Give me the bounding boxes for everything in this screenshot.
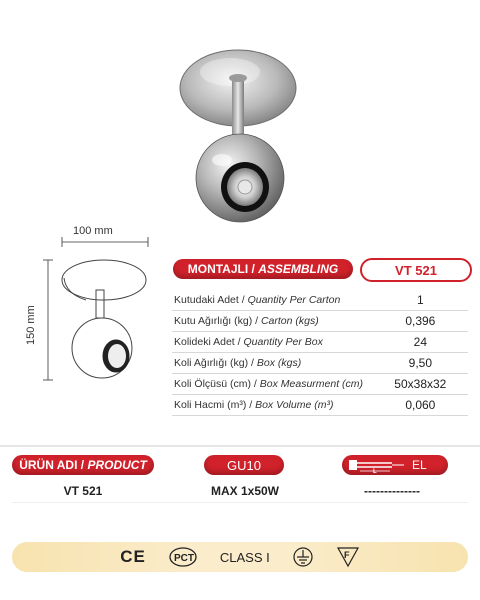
spec-value: 9,50 <box>408 356 432 370</box>
spec-row <box>172 353 468 374</box>
product-photo <box>150 20 330 235</box>
divider <box>0 445 480 447</box>
spec-label: Kutu Ağırlığı (kg) / Carton (kgs) <box>174 315 319 327</box>
lamp-type-header <box>204 455 284 475</box>
spec-row <box>172 311 468 332</box>
dimension-width: 100 mm <box>73 225 113 237</box>
spec-label: Koli Ağırlığı (kg) / Box (kgs) <box>174 357 302 369</box>
pct-mark-icon <box>168 546 198 568</box>
model-code: VT 521 <box>395 262 437 278</box>
spec-label: Koli Ölçüsü (cm) / Box Measurment (cm) <box>174 378 364 390</box>
assembling-label-sep: / <box>248 262 259 276</box>
cable-label: EL <box>412 458 427 472</box>
spec-value: 50x38x32 <box>394 377 447 391</box>
product-label-tr: ÜRÜN ADI <box>19 458 78 472</box>
product-label-en: PRODUCT <box>87 458 147 472</box>
f-mark-letter: F <box>343 550 350 560</box>
product-label-sep: / <box>77 458 88 472</box>
cable-length-icon <box>348 457 406 473</box>
earth-ground-icon <box>292 546 314 568</box>
product-header <box>12 455 154 475</box>
lamp-power-value: MAX 1x50W <box>210 484 280 498</box>
spec-table <box>172 290 468 416</box>
assembling-label-en: ASSEMBLING <box>258 262 339 276</box>
spec-row <box>172 290 468 311</box>
f-mark-icon <box>336 546 360 568</box>
spec-label: Kolideki Adet / Quantity Per Box <box>174 336 323 348</box>
spec-label: Kutudaki Adet / Quantity Per Carton <box>174 294 341 306</box>
assembling-label-tr: MONTAJLI <box>187 262 249 276</box>
svg-text:PCT: PCT <box>173 553 194 564</box>
spec-row <box>172 374 468 395</box>
spec-row <box>172 395 468 416</box>
spec-row <box>172 332 468 353</box>
assembling-header <box>173 259 353 279</box>
technical-drawing <box>20 220 155 390</box>
spec-value: 24 <box>413 335 427 349</box>
protection-class: CLASS I <box>219 549 270 565</box>
spec-label: Koli Hacmi (m³) / Box Volume (m³) <box>174 399 334 411</box>
cable-length-value: -------------- <box>364 484 420 498</box>
ce-mark-icon: CE <box>120 547 146 566</box>
divider <box>12 502 468 503</box>
lamp-type-label: GU10 <box>227 457 261 473</box>
cable-header <box>342 455 448 475</box>
spec-value: 1 <box>416 293 424 307</box>
product-name-value: VT 521 <box>63 484 103 498</box>
spec-value: 0,396 <box>405 314 436 328</box>
spec-value: 0,060 <box>405 398 436 412</box>
model-code-badge <box>360 258 472 282</box>
cable-dim-letter: L <box>373 469 377 473</box>
dimension-height: 150 mm <box>25 305 37 345</box>
certification-bar <box>12 542 468 572</box>
